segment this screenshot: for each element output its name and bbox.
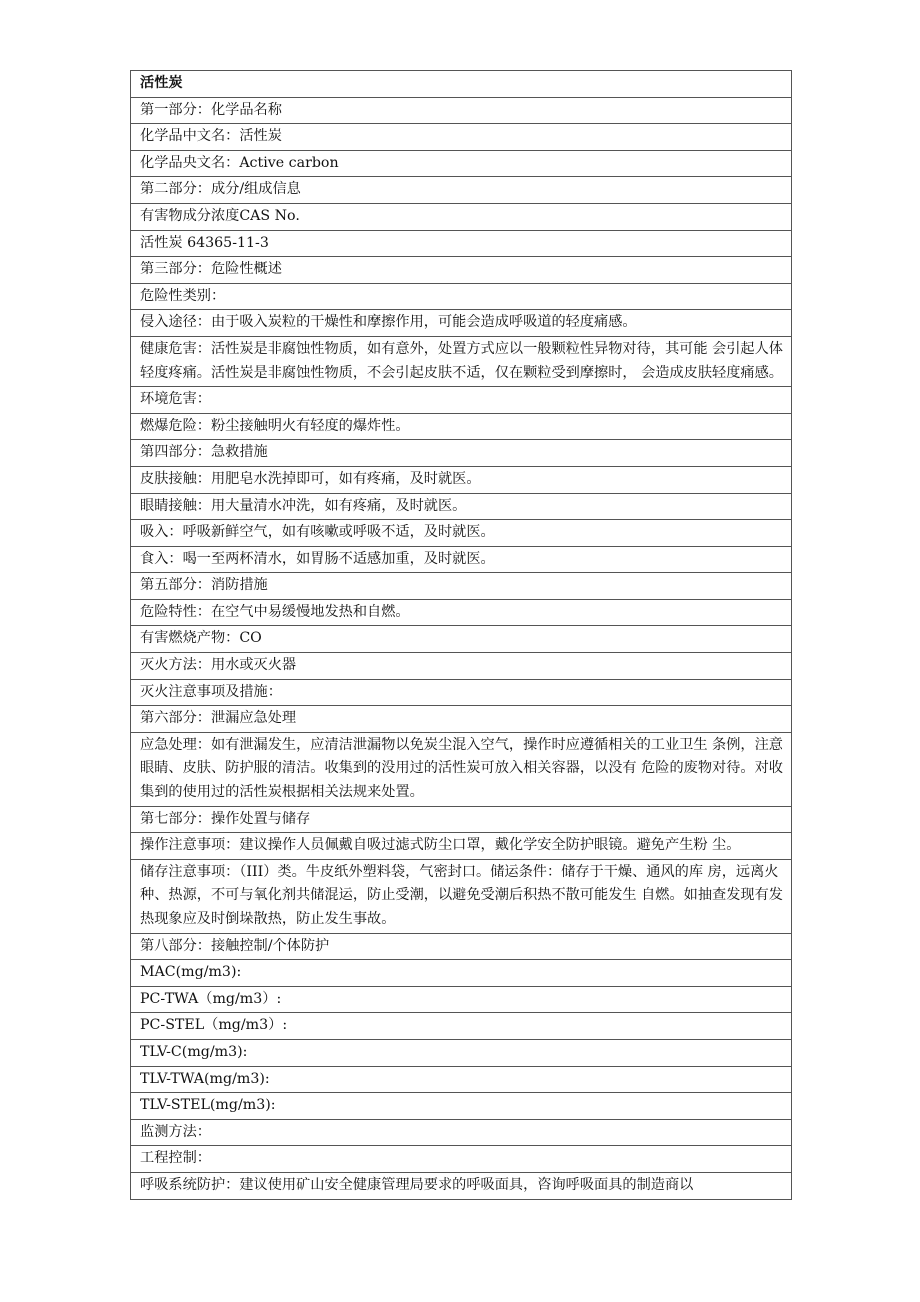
table-row (131, 1039, 792, 1066)
table-cell: 健康危害：活性炭是非腐蚀性物质，如有意外，处置方式应以一般颗粒性异物对待，其可能 会引起人体轻度疼痛。活性炭是非腐蚀性物质，不会引起皮肤不适，仅在颗粒受到摩擦时， 会造成皮肤轻度痛感。 (131, 336, 792, 386)
table-row (131, 71, 792, 98)
table-cell: 第四部分：急救措施 (131, 440, 792, 467)
table-cell: MAC(mg/m3): (131, 960, 792, 987)
document-title: 活性炭 (131, 71, 792, 98)
table-row (131, 986, 792, 1013)
table-row (131, 336, 792, 386)
table-row (131, 859, 792, 933)
table-cell: 灭火注意事项及措施： (131, 679, 792, 706)
table-cell: PC-STEL（mg/m3）: (131, 1013, 792, 1040)
table-row (131, 520, 792, 547)
table-cell: 燃爆危险：粉尘接触明火有轻度的爆炸性。 (131, 413, 792, 440)
table-row (131, 97, 792, 124)
table-row (131, 283, 792, 310)
msds-table (130, 70, 792, 1200)
table-cell: 第六部分：泄漏应急处理 (131, 706, 792, 733)
table-cell: 第二部分：成分/组成信息 (131, 177, 792, 204)
table-cell: TLV-STEL(mg/m3): (131, 1093, 792, 1120)
table-row (131, 1146, 792, 1173)
table-cell: 第七部分：操作处置与储存 (131, 806, 792, 833)
table-cell: 危险性类别： (131, 283, 792, 310)
table-row (131, 933, 792, 960)
table-cell: 吸入：呼吸新鲜空气，如有咳嗽或呼吸不适，及时就医。 (131, 520, 792, 547)
msds-sheet (130, 70, 792, 1200)
table-cell: 灭火方法：用水或灭火器 (131, 653, 792, 680)
msds-table-body (131, 71, 792, 1200)
table-cell: PC-TWA（mg/m3）: (131, 986, 792, 1013)
table-cell: 第三部分：危险性概述 (131, 257, 792, 284)
table-cell: 有害燃烧产物：CO (131, 626, 792, 653)
table-row (131, 626, 792, 653)
table-row (131, 230, 792, 257)
table-cell: 眼睛接触：用大量清水冲洗，如有疼痛，及时就医。 (131, 493, 792, 520)
table-row (131, 1013, 792, 1040)
table-cell: 化学品央文名：Active carbon (131, 150, 792, 177)
table-row (131, 440, 792, 467)
table-cell: 环境危害： (131, 387, 792, 414)
table-row (131, 493, 792, 520)
table-row (131, 387, 792, 414)
table-cell: 侵入途径：由于吸入炭粒的干燥性和摩擦作用，可能会造成呼吸道的轻度痛感。 (131, 310, 792, 337)
table-cell: 活性炭 64365-11-3 (131, 230, 792, 257)
table-cell: 操作注意事项：建议操作人员佩戴自吸过滤式防尘口罩，戴化学安全防护眼镜。避免产生粉 尘。 (131, 833, 792, 860)
table-row (131, 150, 792, 177)
table-row (131, 732, 792, 806)
table-row (131, 679, 792, 706)
table-row (131, 806, 792, 833)
table-cell: 第五部分：消防措施 (131, 573, 792, 600)
table-row (131, 1119, 792, 1146)
table-row (131, 546, 792, 573)
table-cell: 化学品中文名：活性炭 (131, 124, 792, 151)
table-row (131, 1066, 792, 1093)
table-row (131, 960, 792, 987)
table-row (131, 466, 792, 493)
table-row (131, 124, 792, 151)
table-cell: 食入：喝一至两杯清水，如胃肠不适感加重，及时就医。 (131, 546, 792, 573)
table-row (131, 833, 792, 860)
table-row (131, 653, 792, 680)
table-cell: 危险特性：在空气中易缓慢地发热和自燃。 (131, 599, 792, 626)
table-row (131, 203, 792, 230)
table-row (131, 310, 792, 337)
table-cell: 第八部分：接触控制/个体防护 (131, 933, 792, 960)
table-cell: 工程控制： (131, 1146, 792, 1173)
table-cell: 监测方法： (131, 1119, 792, 1146)
table-row (131, 706, 792, 733)
table-cell: TLV-TWA(mg/m3): (131, 1066, 792, 1093)
table-cell: 呼吸系统防护：建议使用矿山安全健康管理局要求的呼吸面具，咨询呼吸面具的制造商以 (131, 1172, 792, 1199)
table-row (131, 599, 792, 626)
table-cell: 应急处理：如有泄漏发生，应清洁泄漏物以免炭尘混入空气，操作时应遵循相关的工业卫生 条例，注意眼睛、皮肤、防护服的清洁。收集到的没用过的活性炭可放入相关容器，以没有 危险的废物对待。对收集到的使用过的活性炭根据相关法规来处置。 (131, 732, 792, 806)
table-cell: TLV-C(mg/m3): (131, 1039, 792, 1066)
table-cell: 储存注意事项：（III）类。牛皮纸外塑料袋，气密封口。储运条件：储存于干燥、通风的库 房，远离火种、热源，不可与氧化剂共储混运，防止受潮，以避免受潮后积热不散可能发生 自燃。如抽查发现有发热现象应及时倒垛散热，防止发生事故。 (131, 859, 792, 933)
table-cell: 第一部分：化学品名称 (131, 97, 792, 124)
table-row (131, 1172, 792, 1199)
table-cell: 皮肤接触：用肥皂水洗掉即可，如有疼痛，及时就医。 (131, 466, 792, 493)
table-row (131, 177, 792, 204)
table-row (131, 257, 792, 284)
table-cell: 有害物成分浓度CAS No. (131, 203, 792, 230)
table-row (131, 573, 792, 600)
table-row (131, 1093, 792, 1120)
table-row (131, 413, 792, 440)
